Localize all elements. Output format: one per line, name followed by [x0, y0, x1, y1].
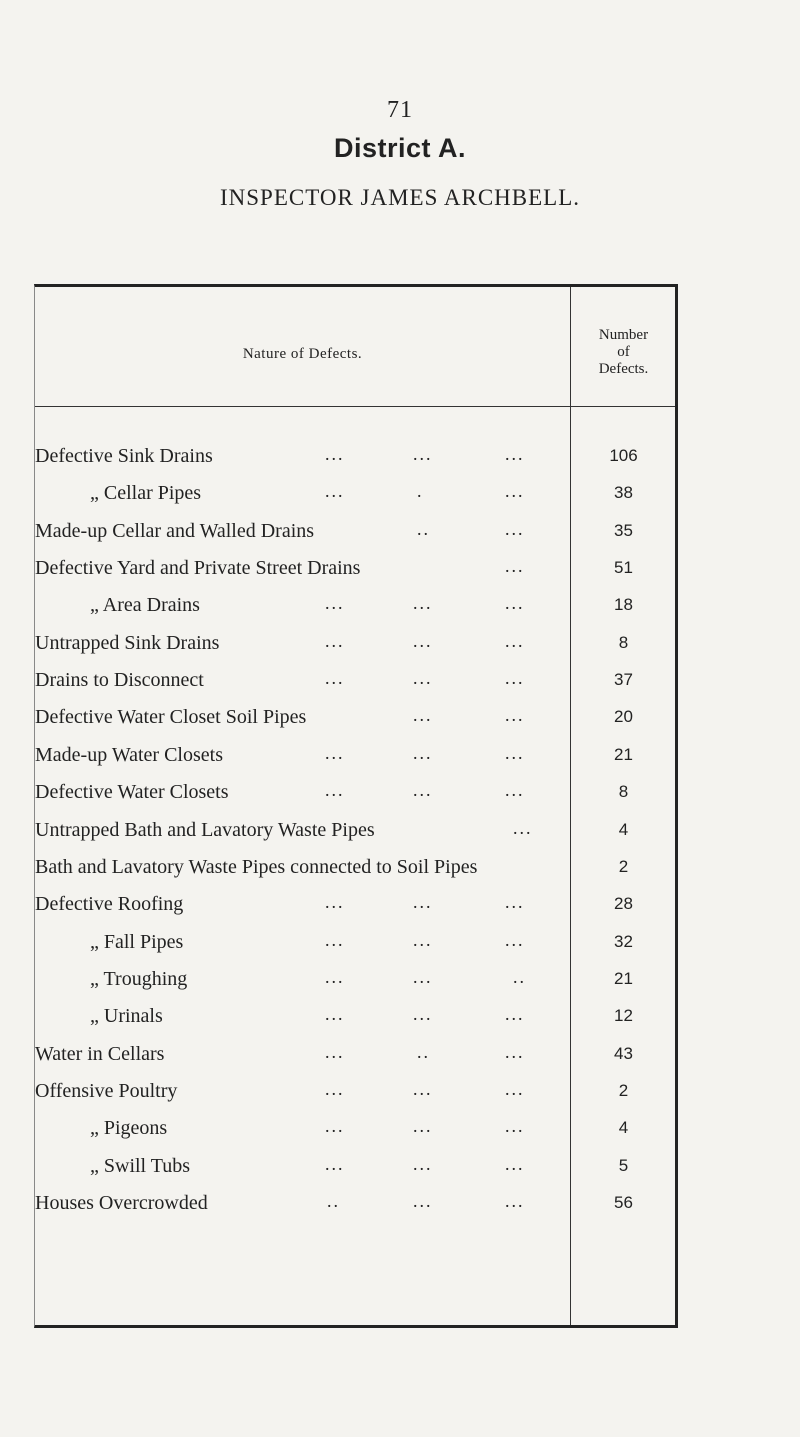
- header-number-line: Number: [598, 327, 649, 343]
- leader-dots: ...: [413, 929, 433, 950]
- defect-label: Defective Yard and Private Street Drains: [35, 557, 361, 580]
- table-row: [35, 851, 675, 883]
- table-row: [35, 701, 675, 733]
- defect-label: Houses Overcrowded: [35, 1192, 208, 1214]
- leader-dots: ...: [413, 780, 433, 801]
- leader-dots: ...: [505, 630, 525, 651]
- defect-count: 4: [618, 819, 629, 839]
- defect-label: Defective Sink Drains: [35, 445, 213, 467]
- leader-dots: ...: [413, 1078, 433, 1099]
- page-number: 71: [387, 97, 413, 123]
- defect-label: „ Troughing: [90, 967, 188, 990]
- table-row: [35, 888, 675, 920]
- leader-dots: ...: [325, 630, 345, 651]
- defect-label: Offensive Poultry: [35, 1079, 178, 1102]
- leader-dots: ...: [325, 742, 345, 763]
- leader-dots: ...: [505, 1041, 525, 1062]
- defect-count: 21: [614, 744, 633, 764]
- leader-dots: ...: [505, 481, 525, 502]
- leader-dots: ...: [413, 742, 433, 763]
- defect-label: „ Pigeons: [90, 1117, 168, 1140]
- leader-dots: ...: [325, 444, 345, 464]
- defect-count: 2: [618, 1080, 629, 1100]
- leader-dots: ...: [413, 1116, 433, 1137]
- leader-dots: ...: [513, 817, 533, 838]
- leader-dots: ...: [413, 966, 433, 987]
- leader-dots: ...: [413, 593, 433, 614]
- table-row: [35, 1112, 675, 1144]
- table-row: [35, 1038, 675, 1070]
- leader-dots: ...: [413, 668, 433, 689]
- defect-count: 2: [618, 856, 629, 876]
- leader-dots: ...: [325, 593, 345, 614]
- defect-count: 51: [614, 558, 633, 578]
- leader-dots: ...: [325, 1078, 345, 1099]
- leader-dots: ...: [325, 1004, 345, 1025]
- defect-label: „ Fall Pipes: [90, 930, 184, 953]
- leader-dots: ...: [505, 518, 525, 539]
- defect-label: Untrapped Bath and Lavatory Waste Pipes: [35, 818, 375, 841]
- table-row: [35, 477, 675, 509]
- leader-dots: ...: [413, 1191, 433, 1211]
- defect-count: 4: [618, 1118, 629, 1138]
- leader-dots: ...: [505, 1191, 525, 1211]
- defect-label: „ Area Drains: [90, 594, 200, 617]
- defect-count: 32: [614, 931, 633, 951]
- leader-dots: ...: [413, 630, 433, 651]
- table-row: [35, 1150, 675, 1182]
- leader-dots: ...: [505, 1004, 525, 1025]
- table-row: [35, 1000, 675, 1032]
- leader-dots: .: [417, 481, 424, 502]
- table-row: [35, 814, 675, 846]
- defect-count: 20: [614, 707, 633, 727]
- defect-count: 5: [618, 1155, 629, 1175]
- leader-dots: ...: [505, 593, 525, 614]
- leader-dots: ...: [413, 1153, 433, 1174]
- leader-dots: ..: [513, 966, 526, 987]
- defect-label: Drains to Disconnect: [35, 669, 204, 692]
- table-row: [35, 627, 675, 659]
- table-row: [35, 776, 675, 808]
- leader-dots: ...: [413, 444, 433, 464]
- defect-count: 21: [614, 968, 633, 988]
- header-number-line: of: [617, 344, 630, 360]
- leader-dots: ...: [505, 929, 525, 950]
- defect-label: Defective Water Closet Soil Pipes: [35, 706, 307, 729]
- leader-dots: ...: [505, 705, 525, 726]
- defect-count: 18: [614, 595, 633, 615]
- table-row: [35, 552, 675, 584]
- leader-dots: ...: [505, 1153, 525, 1174]
- header-divider: [35, 406, 675, 407]
- district-title: District A.: [333, 133, 467, 163]
- table-row: [35, 515, 675, 547]
- table-row: [35, 440, 675, 472]
- defect-count: 8: [618, 632, 629, 652]
- table-row: [35, 664, 675, 696]
- defect-count: 56: [614, 1193, 633, 1212]
- defect-count: 43: [614, 1043, 633, 1063]
- defect-label: „ Urinals: [90, 1005, 163, 1028]
- table-row: [35, 739, 675, 771]
- defect-label: Bath and Lavatory Waste Pipes connected to Soil Pipes: [35, 855, 478, 878]
- table-row: [35, 1075, 675, 1107]
- defect-label: „ Cellar Pipes: [90, 482, 202, 505]
- header-number-of-defects: [571, 327, 676, 378]
- defect-count: 28: [614, 894, 633, 914]
- header-nature-of-defects: Nature of Defects.: [242, 346, 363, 362]
- leader-dots: ...: [505, 892, 525, 913]
- leader-dots: ...: [505, 1078, 525, 1099]
- leader-dots: ..: [417, 518, 430, 539]
- defects-table: [34, 284, 678, 1328]
- leader-dots: ...: [505, 780, 525, 801]
- defect-count: 12: [614, 1006, 633, 1026]
- defect-label: „ Swill Tubs: [90, 1154, 191, 1177]
- leader-dots: ..: [417, 1041, 430, 1062]
- leader-dots: ...: [325, 780, 345, 801]
- leader-dots: ...: [325, 1153, 345, 1174]
- table-row: [35, 963, 675, 995]
- leader-dots: ..: [327, 1191, 340, 1211]
- leader-dots: ...: [325, 1041, 345, 1062]
- leader-dots: ...: [505, 668, 525, 689]
- leader-dots: ...: [325, 966, 345, 987]
- leader-dots: ...: [325, 481, 345, 502]
- leader-dots: ...: [505, 1116, 525, 1137]
- defect-label: Defective Water Closets: [35, 781, 229, 804]
- defect-label: Defective Roofing: [35, 893, 184, 916]
- leader-dots: ...: [413, 892, 433, 913]
- leader-dots: ...: [413, 1004, 433, 1025]
- defect-label: Untrapped Sink Drains: [35, 631, 220, 654]
- defect-label: Made-up Cellar and Walled Drains: [35, 519, 315, 542]
- table-row: [35, 1187, 675, 1219]
- leader-dots: ...: [505, 444, 525, 464]
- leader-dots: ...: [413, 705, 433, 726]
- table-row: [35, 926, 675, 958]
- leader-dots: ...: [325, 1116, 345, 1137]
- defect-count: 35: [614, 520, 633, 540]
- leader-dots: ...: [325, 892, 345, 913]
- leader-dots: ...: [325, 929, 345, 950]
- table-row: [35, 589, 675, 621]
- inspector-title: INSPECTOR JAMES ARCHBELL.: [219, 185, 581, 210]
- header-number-line: Defects.: [598, 361, 649, 377]
- leader-dots: ...: [505, 742, 525, 763]
- leader-dots: ...: [505, 556, 525, 577]
- defect-label: Water in Cellars: [35, 1042, 165, 1065]
- defect-label: Made-up Water Closets: [35, 743, 223, 766]
- defect-count: 106: [609, 446, 638, 465]
- leader-dots: ...: [325, 668, 345, 689]
- defect-count: 38: [614, 483, 633, 503]
- defect-count: 8: [618, 782, 629, 802]
- defect-count: 37: [614, 670, 633, 690]
